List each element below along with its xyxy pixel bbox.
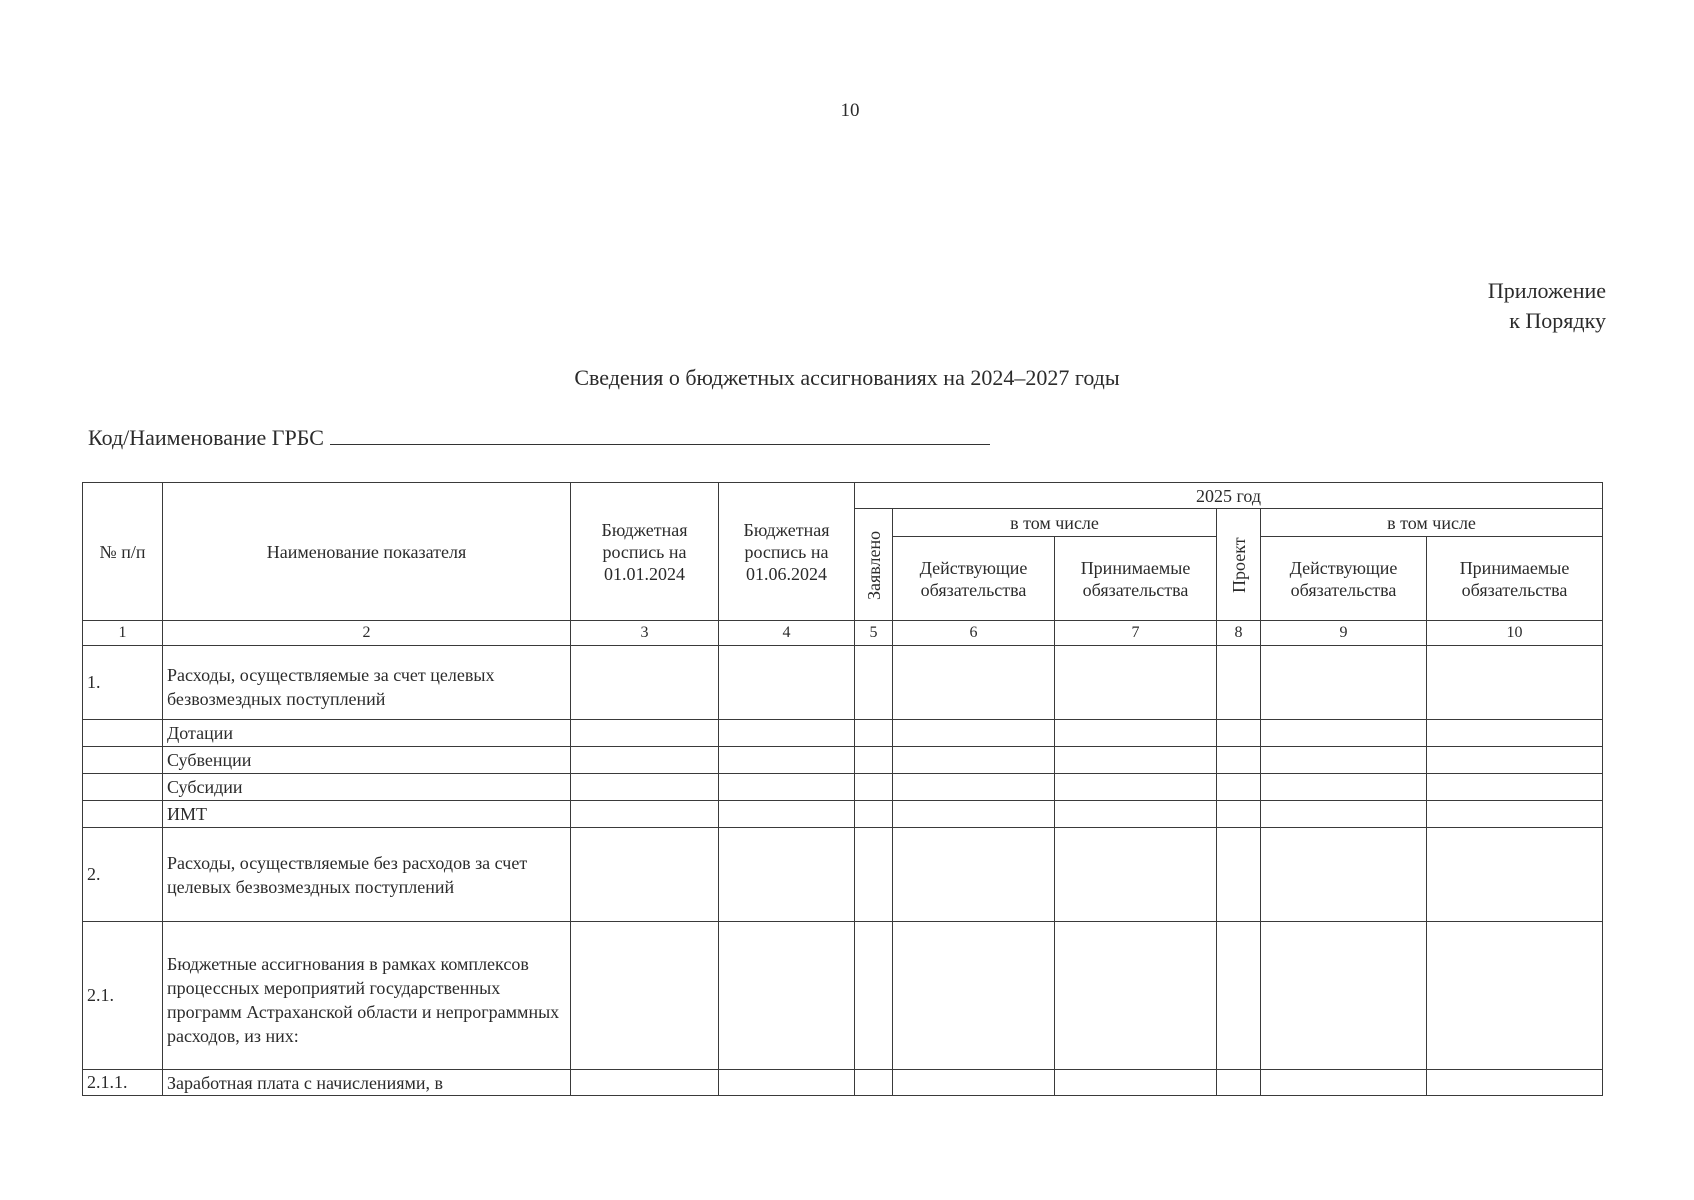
header-project: Проект [1217, 509, 1261, 621]
row-number: 1. [83, 646, 163, 720]
col-number: 5 [855, 621, 893, 646]
table-row [83, 801, 1603, 828]
row-number [83, 720, 163, 747]
row-number: 2.1.1. [83, 1070, 163, 1096]
col-number: 7 [1055, 621, 1217, 646]
col-number: 2 [163, 621, 571, 646]
row-name: ИМТ [163, 801, 571, 828]
row-name: Бюджетные ассигнования в рамках комплексов процессных мероприятий государственных программ Астраханской области и непрограммных расходов, из них: [163, 922, 571, 1070]
row-number [83, 747, 163, 774]
table-row [83, 646, 1603, 720]
header-existing-1: Действующие обязательства [893, 537, 1055, 621]
row-name: Расходы, осуществляемые за счет целевых безвозмездных поступлений [163, 646, 571, 720]
grbs-field [88, 424, 990, 451]
row-name: Субсидии [163, 774, 571, 801]
table-row [83, 747, 1603, 774]
appendix-line-1: Приложение [1487, 278, 1606, 303]
col-number: 6 [893, 621, 1055, 646]
header-declared: Заявлено [855, 509, 893, 621]
header-budget-1: Бюджетная роспись на 01.01.2024 [571, 483, 719, 621]
row-name: Субвенции [163, 747, 571, 774]
header-accepted-2: Принимаемые обязательства [1427, 537, 1603, 621]
document-title: Сведения о бюджетных ассигнованиях на 2024–2027 годы [574, 365, 1120, 390]
header-including-1: в том числе [893, 509, 1217, 537]
header-num: № п/п [83, 483, 163, 621]
appendix-note [1488, 276, 1606, 336]
row-name: Заработная плата с начислениями, в [163, 1070, 571, 1096]
row-number: 2.1. [83, 922, 163, 1070]
page-number: 10 [840, 100, 860, 121]
row-number [83, 774, 163, 801]
grbs-blank-line [330, 424, 990, 445]
table-row [83, 922, 1603, 1070]
appendix-line-2: к Порядку [1509, 308, 1606, 333]
row-name: Дотации [163, 720, 571, 747]
row-number: 2. [83, 828, 163, 922]
row-number [83, 801, 163, 828]
row-name: Расходы, осуществляемые без расходов за счет целевых безвозмездных поступлений [163, 828, 571, 922]
table-row [83, 1070, 1603, 1096]
table-row [83, 774, 1603, 801]
header-year: 2025 год [855, 483, 1603, 509]
grbs-label: Код/Наименование ГРБС [88, 425, 324, 450]
header-budget-2: Бюджетная роспись на 01.06.2024 [719, 483, 855, 621]
col-number: 8 [1217, 621, 1261, 646]
col-number: 4 [719, 621, 855, 646]
header-existing-2: Действующие обязательства [1261, 537, 1427, 621]
table-row [83, 720, 1603, 747]
table-row [83, 828, 1603, 922]
budget-table [82, 482, 1603, 1096]
header-accepted-1: Принимаемые обязательства [1055, 537, 1217, 621]
col-number: 9 [1261, 621, 1427, 646]
col-number: 1 [83, 621, 163, 646]
header-including-2: в том числе [1261, 509, 1603, 537]
header-name: Наименование показателя [163, 483, 571, 621]
column-numbers-row [83, 621, 1603, 646]
col-number: 10 [1427, 621, 1603, 646]
col-number: 3 [571, 621, 719, 646]
